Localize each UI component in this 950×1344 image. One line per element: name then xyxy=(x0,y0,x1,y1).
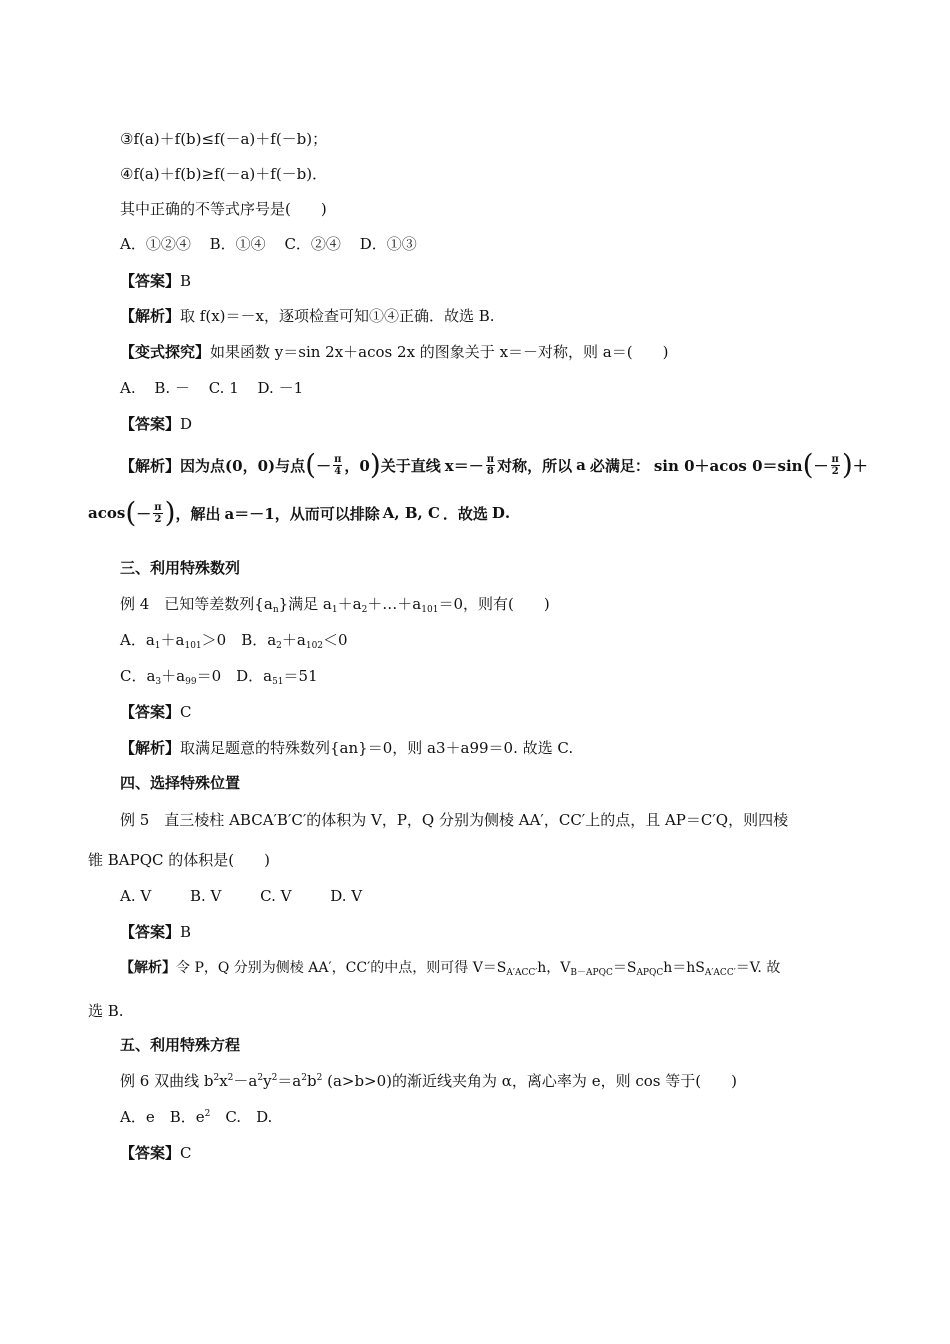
text-run: ＝0 D．a xyxy=(196,667,273,685)
section-heading: 四、选择特殊位置 xyxy=(120,774,241,792)
math-text: 因为点 xyxy=(180,456,226,475)
option: C. V xyxy=(260,887,292,905)
fraction-numerator: π xyxy=(486,453,495,465)
solution-line xyxy=(120,957,780,979)
text-run: C．a xyxy=(120,667,156,685)
answer-line xyxy=(120,1142,192,1164)
subscript: APQC xyxy=(636,968,664,978)
text-run: 例 6 双曲线 b xyxy=(120,1072,214,1090)
text-run: (a>b>0)的渐近线夹角为 α，离心率为 e，则 cos 等于( ) xyxy=(322,1072,737,1090)
math-text: a xyxy=(576,456,586,474)
answer-line xyxy=(120,270,191,292)
example-line xyxy=(120,1070,737,1092)
subscript: 1 xyxy=(154,641,161,651)
text-run: ＋a xyxy=(281,631,306,649)
math-text: 必满足： xyxy=(589,456,650,475)
math-text: ＋ xyxy=(852,456,868,475)
superscript: 2 xyxy=(204,1109,211,1119)
answer-tag: 【答案】 xyxy=(120,923,181,941)
fraction xyxy=(486,454,495,477)
answer-value: C xyxy=(180,1144,192,1162)
subscript: 102 xyxy=(305,641,324,651)
option: B. － xyxy=(154,379,190,397)
answer-tag: 【答案】 xyxy=(120,703,181,721)
subscript: A′ACC′ xyxy=(506,968,538,978)
text-line: ④f(a)＋f(b)≥f(－a)＋f(－b)． xyxy=(120,165,328,183)
option: B. V xyxy=(189,887,222,905)
superscript: 2 xyxy=(227,1073,234,1083)
text-run: ＜0 xyxy=(323,631,348,649)
math-text: . xyxy=(504,504,511,522)
text-run: ＝V. 故 xyxy=(735,960,781,976)
fraction xyxy=(333,454,342,477)
option: C. 1 xyxy=(208,379,239,397)
answer-value: D xyxy=(180,415,193,433)
answer-tag: 【答案】 xyxy=(120,1144,181,1162)
fraction-denominator: 2 xyxy=(154,513,162,525)
text-run: A．e B．e xyxy=(120,1108,205,1126)
fraction-denominator: 2 xyxy=(831,465,839,477)
math-text: ，从而可以排除 xyxy=(274,504,380,523)
option: D．①③ xyxy=(359,235,417,253)
subscript: 2 xyxy=(276,641,282,651)
answer-value: B xyxy=(180,272,192,290)
answer-line xyxy=(120,921,191,943)
solution-tag: 【解析】 xyxy=(120,960,176,976)
superscript: 2 xyxy=(213,1073,220,1083)
text-run: A．a xyxy=(120,631,155,649)
right-paren-icon: ) xyxy=(164,496,176,529)
text-line: ③f(a)＋f(b)≤f(－a)＋f(－b)； xyxy=(120,130,328,148)
subscript: 101 xyxy=(421,605,439,615)
solution-text: 取满足题意的特殊数列{an}＝0，则 a3＋a99＝0. 故选 C. xyxy=(180,739,574,757)
subscript: 2 xyxy=(361,605,368,615)
fraction xyxy=(153,502,162,525)
text-run: x xyxy=(219,1072,228,1090)
right-paren-icon: ) xyxy=(841,448,853,481)
subscript: 3 xyxy=(155,677,162,687)
text-run: }满足 a xyxy=(278,595,332,613)
math-text: a＝－1 xyxy=(224,504,275,523)
fraction-denominator: 4 xyxy=(334,465,342,477)
option: A. V xyxy=(120,887,152,905)
subscript: 99 xyxy=(185,677,197,687)
solution-line-math xyxy=(120,448,868,482)
text-run: ＝51 xyxy=(283,667,318,685)
options-line xyxy=(120,233,431,255)
solution-line xyxy=(120,305,495,327)
superscript: 2 xyxy=(316,1073,323,1083)
solution-line: 选 B. xyxy=(88,1002,124,1020)
example-line xyxy=(120,593,550,615)
text-run: 例 4 已知等差数列{a xyxy=(120,595,273,613)
subscript: B－APQC xyxy=(570,968,613,978)
fraction-numerator: π xyxy=(154,501,162,513)
superscript: 2 xyxy=(257,1073,264,1083)
text-run: ＝a xyxy=(277,1072,302,1090)
math-text: acos xyxy=(88,504,126,522)
math-text: 对称，所以 xyxy=(497,456,573,475)
math-text: (0，0) xyxy=(225,456,276,475)
math-text: ，解出 xyxy=(175,504,221,523)
math-text: sin 0＋acos 0＝sin xyxy=(653,456,803,475)
fraction-numerator: π xyxy=(831,453,839,465)
answer-tag: 【答案】 xyxy=(120,415,181,433)
subscript: n xyxy=(272,605,279,615)
math-text: D xyxy=(491,504,505,522)
text-run: h，V xyxy=(537,960,571,976)
text-run: y xyxy=(263,1072,272,1090)
variant-tag: 【变式探究】 xyxy=(120,343,211,361)
text-run: ＝0，则有( ) xyxy=(438,595,550,613)
text-run: －a xyxy=(233,1072,258,1090)
math-text: ．故选 xyxy=(442,504,488,523)
section-heading: 三、利用特殊数列 xyxy=(120,559,241,577)
text-run: ＝S xyxy=(612,960,637,976)
text-run: b xyxy=(306,1072,317,1090)
text-run: ＋…＋a xyxy=(367,595,422,613)
answer-value: C xyxy=(180,703,192,721)
left-paren-icon: ( xyxy=(305,448,317,481)
options-line xyxy=(120,629,348,651)
answer-line xyxy=(120,701,192,723)
options-line xyxy=(120,885,396,907)
text-run: C. D. xyxy=(210,1108,273,1126)
answer-tag: 【答案】 xyxy=(120,272,181,290)
option: C．②④ xyxy=(284,235,341,253)
solution-tag: 【解析】 xyxy=(120,307,181,325)
fraction xyxy=(831,454,840,477)
superscript: 2 xyxy=(271,1073,278,1083)
math-text: x＝－ xyxy=(444,456,484,475)
option: D. V xyxy=(330,887,363,905)
solution-tag: 【解析】 xyxy=(120,739,181,757)
variant-line xyxy=(120,341,668,363)
solution-tag: 【解析】 xyxy=(120,456,181,475)
superscript: 2 xyxy=(301,1073,307,1083)
answer-value: B xyxy=(180,923,192,941)
options-line xyxy=(120,377,317,399)
subscript: 1 xyxy=(331,605,338,615)
math-text: － xyxy=(136,504,152,523)
math-text: － xyxy=(316,456,332,475)
text-run: ＋a xyxy=(161,667,186,685)
option: D. －1 xyxy=(257,379,304,397)
subscript: 51 xyxy=(272,677,284,687)
subscript: 101 xyxy=(184,641,202,651)
text-run: ＞0 B．a xyxy=(201,631,277,649)
example-line: 锥 BAPQC 的体积是( ) xyxy=(88,851,270,869)
answer-line xyxy=(120,413,192,435)
solution-line-math xyxy=(88,496,510,530)
right-paren-icon: ) xyxy=(369,448,381,481)
left-paren-icon: ( xyxy=(802,448,814,481)
math-text: A, B, C xyxy=(382,504,440,522)
text-run: ＋a xyxy=(337,595,362,613)
solution-text: 取 f(x)＝－x，逐项检查可知①④正确．故选 B. xyxy=(180,307,495,325)
fraction-numerator: π xyxy=(334,453,342,465)
solution-line xyxy=(120,737,573,759)
option: B．①④ xyxy=(209,235,266,253)
fraction-denominator: 8 xyxy=(486,465,494,477)
text-line: 其中正确的不等式序号是( ) xyxy=(120,200,327,218)
math-text: ，0 xyxy=(344,456,370,475)
left-paren-icon: ( xyxy=(125,496,137,529)
text-run: h＝hS xyxy=(663,960,705,976)
example-line: 例 5 直三棱柱 ABCA′B′C′的体积为 V，P，Q 分别为侧棱 AA′，CC′上的点，且 AP＝C′Q，则四棱 xyxy=(120,811,789,829)
option: A．①②④ xyxy=(120,235,191,253)
options-line xyxy=(120,1106,272,1128)
variant-text: 如果函数 y＝sin 2x＋acos 2x 的图象关于 x＝－对称，则 a＝( ) xyxy=(210,343,669,361)
math-text: 与点 xyxy=(275,456,306,475)
section-heading: 五、利用特殊方程 xyxy=(120,1036,241,1054)
text-run: 令 P，Q 分别为侧棱 AA′，CC′的中点，则可得 V＝S xyxy=(176,960,507,976)
option: A. xyxy=(120,379,136,397)
options-line xyxy=(120,665,318,687)
text-run: ＋a xyxy=(160,631,185,649)
subscript: A′ACC′ xyxy=(704,968,736,978)
math-text: － xyxy=(813,456,829,475)
math-text: 关于直线 xyxy=(380,456,441,475)
